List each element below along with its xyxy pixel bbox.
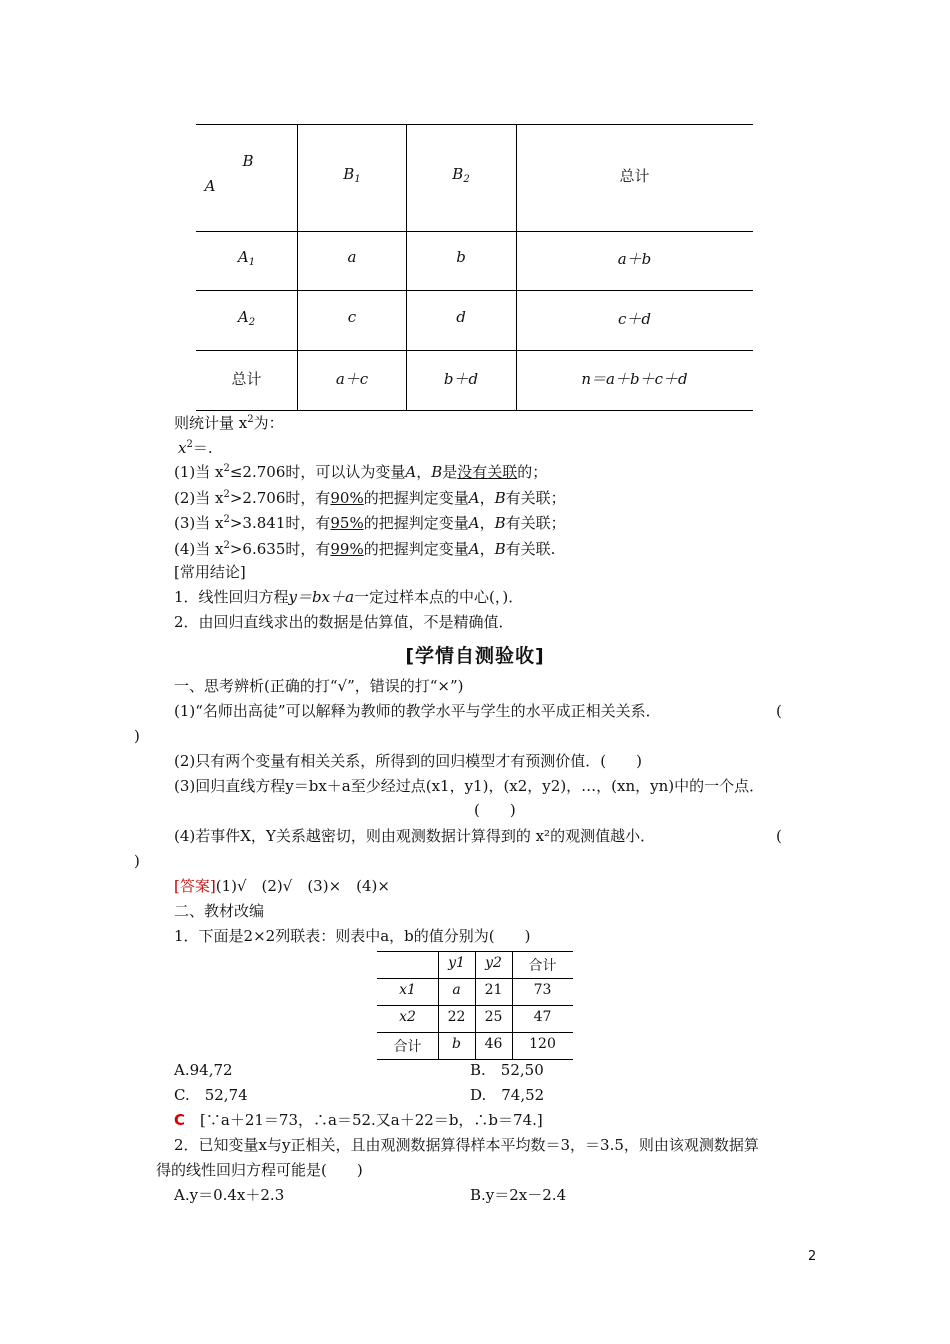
cell: b [456,248,466,266]
part1-answer: [答案](1)√ (2)√ (3)× (4)× [174,877,390,895]
cell: c [347,308,357,326]
cell: c＋d [617,310,651,328]
stat-item-2: (2)当 $x^2>2.706$时，有90%的把握判定变量A，B有关联； [174,489,566,507]
stat-intro: 则统计量 $x^2$为： [174,414,284,432]
conclusion-2: 2．由回归直线求出的数据是估算值，不是精确值． [174,613,514,631]
cell: a [452,982,461,998]
stat-item-1: (1)当 $x^2\le 2.706$时，可以认为变量A，B是没有关联的； [174,463,548,481]
answer-paren-close: ) [134,727,140,745]
part2-q1: 1．下面是2×2列联表：则表中a，b的值分别为( ) [174,927,531,945]
option-d: D. 74,52 [470,1086,545,1104]
cell: 47 [533,1009,552,1025]
table-2x2 [377,951,573,1060]
header-total: 总计 [619,167,650,185]
row-header: x1 [399,982,416,998]
row-a1-label: $A_1$ [237,248,256,268]
cell: n＝a＋b＋c＋d [581,370,688,388]
cell: b [452,1036,461,1052]
part1-q4: (4)若事件X，Y关系越密切，则由观测数据计算得到的 x²的观测值越小． [174,827,656,845]
stat-item-4: (4)当 $x^2>6.635$时，有99%的把握判定变量A，B有关联. [174,540,556,558]
stat-formula: $x^2=$. [178,439,213,457]
cell: 25 [484,1009,503,1025]
cell: a＋c [335,370,369,388]
total-row-label: 总计 [231,370,262,388]
cell: b＋d [443,370,479,388]
option-b: B. 52,50 [470,1061,544,1079]
answer-paren: ( ) [474,801,516,819]
part2-q2-line1: 2．已知变量x与y正相关，且由观测数据算得样本平均数＝3，＝3.5，则由该观测数据算 [174,1136,759,1154]
page-number: 2 [808,1249,817,1264]
row-header: x2 [399,1009,416,1025]
answer-paren-close: ) [134,852,140,870]
header-b2: $B_2$ [452,165,470,185]
part2-q2-line2: 得的线性回归方程可能是( ) [156,1161,363,1179]
part1-title: 一、思考辨析(正确的打“√”，错误的打“×”) [174,677,464,695]
conclusions-title: [常用结论] [174,563,246,581]
part1-q1: (1)“名师出高徒”可以解释为教师的教学水平与学生的水平成正相关关系． [174,702,661,720]
corner-col-label: B [242,152,254,170]
col-header: y1 [448,955,465,971]
cell: 21 [484,982,503,998]
header-b1: $B_1$ [343,165,361,185]
row-a2-label: $A_2$ [237,308,256,328]
option-c: C. 52,74 [174,1086,248,1104]
option-a: A.94,72 [174,1061,233,1079]
part1-q2: (2)只有两个变量有相关关系，所得到的回归模型才有预测价值．( ) [174,752,642,770]
answer-letter: C [174,1111,186,1129]
cell: 46 [484,1036,503,1052]
part2-q1-answer: C [∵a＋21＝73，∴a＝52.又a＋22＝b，∴b＝74.] [174,1111,543,1129]
cell: a＋b [617,250,652,268]
conclusion-1: 1．线性回归方程y＝bx＋a一定过样本点的中心(，)． [174,588,524,606]
col-header: 合计 [528,958,557,974]
cell: d [456,308,466,326]
q2-option-a: A.y＝0.4x＋2.3 [174,1186,285,1204]
cell: 120 [529,1036,556,1052]
cell: a [347,248,357,266]
answer-tag: [答案] [174,877,216,895]
row-header: 合计 [393,1039,422,1055]
q2-option-b: B.y＝2x－2.4 [470,1186,567,1204]
answer-paren-open: ( [776,702,782,720]
cell: 22 [447,1009,466,1025]
cell: 73 [533,982,552,998]
part2-title: 二、教材改编 [174,902,265,920]
answer-paren-open: ( [776,827,782,845]
corner-row-label: A [204,177,216,195]
col-header: y2 [485,955,502,971]
contingency-table [196,124,753,411]
stat-item-3: (3)当 $x^2>3.841$时，有95%的把握判定变量A，B有关联； [174,514,566,532]
part1-q3: (3)回归直线方程y＝bx＋a至少经过点(x1，y1)，(x2，y2)，…，(xn，yn)中的一个点． [174,777,765,795]
section-title: [学情自测验收] [405,645,545,667]
